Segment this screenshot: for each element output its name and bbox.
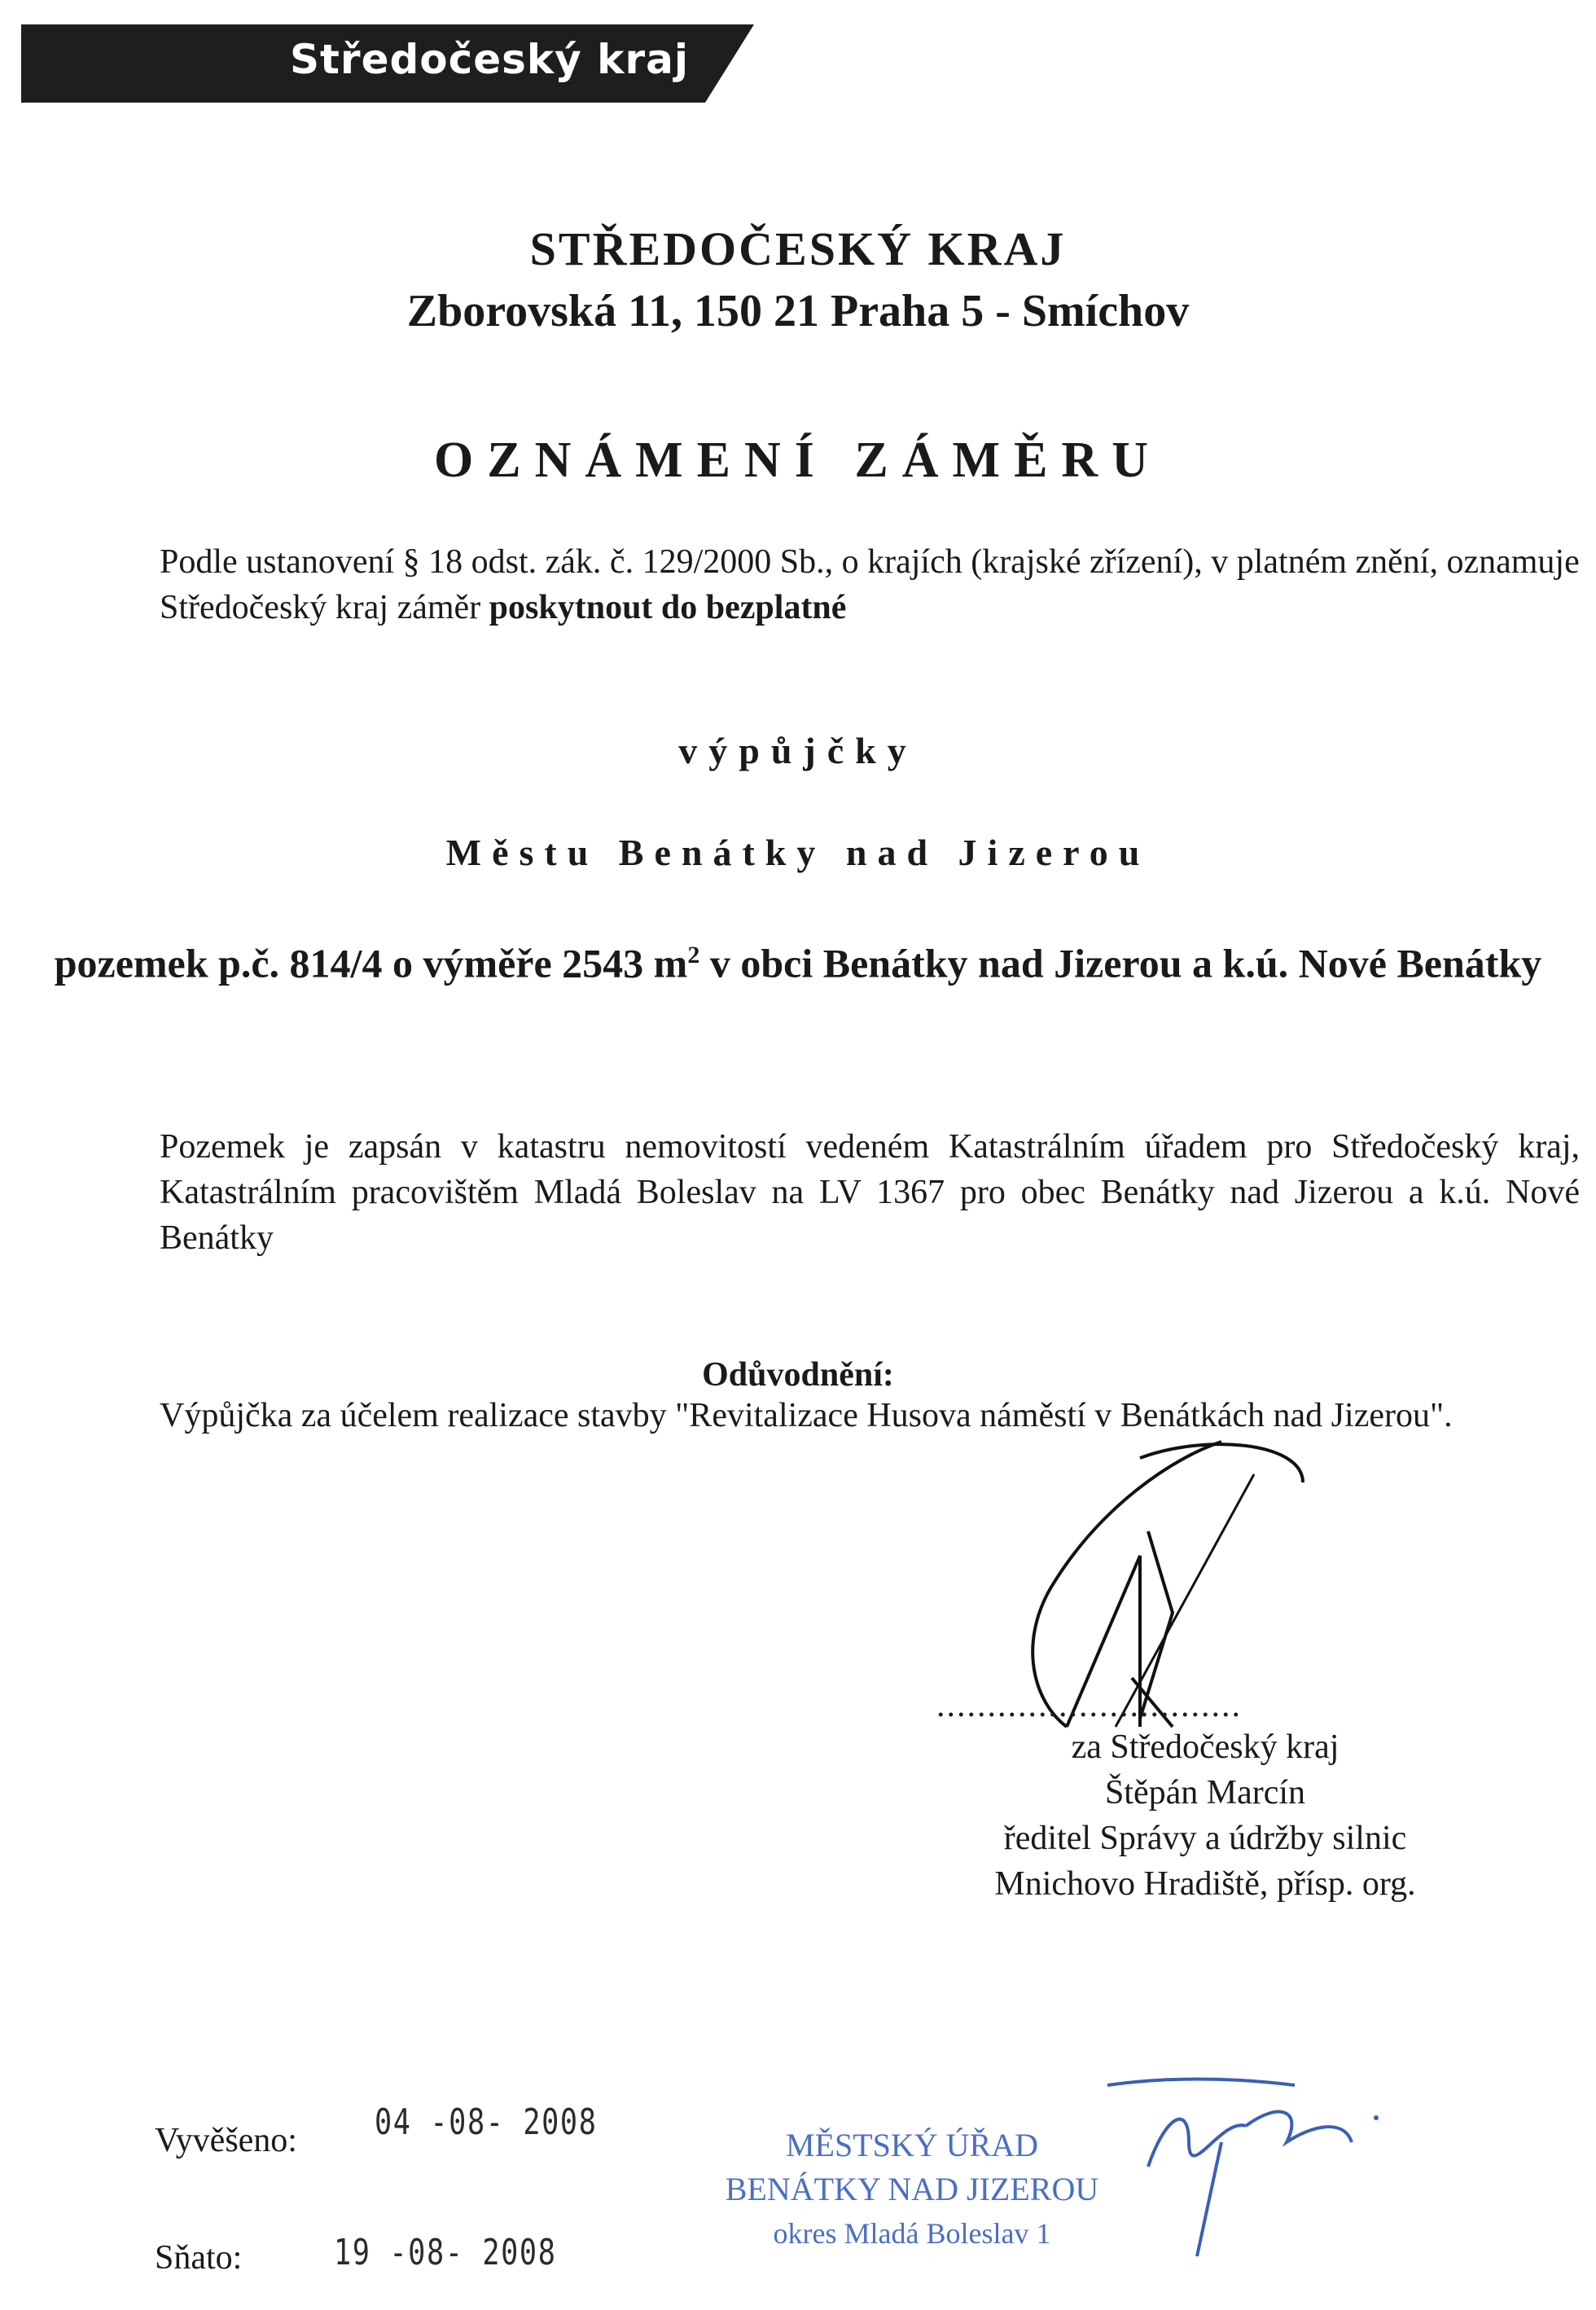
office-stamp-line2: BENÁTKY NAD JIZEROU [725,2171,1099,2207]
banner-title: Středočeský kraj [290,36,689,83]
intro-text: Podle ustanovení § 18 odst. zák. č. 129/2000 Sb., o krajích (krajské zřízení), v platném znění, oznamuje Středočeský kraj záměr [160,543,1580,626]
justification-heading: Odůvodnění: [702,1356,894,1394]
signature-line: .............................. [936,1687,1242,1724]
posted-label: Vyvěšeno: [155,2122,297,2159]
office-stamp-line1: MĚSTSKÝ ÚŘAD [785,2127,1039,2163]
justification-text: Výpůjčka za účelem realizace stavby "Revitalizace Husova náměstí v Benátkách nad Jizerou". [160,1397,1453,1434]
office-stamp-line3: okres Mladá Boleslav 1 [773,2217,1051,2250]
header-banner [21,24,754,103]
loan-word: výpůjčky [678,730,918,771]
removed-date: 19 -08- 2008 [334,2232,557,2273]
registry-paragraph: Pozemek je zapsán v katastru nemovitostí vedeném Katastrálním úřadem pro Středočeský kraj, Katastrálním pracovištěm Mladá Boleslav na LV 1367 pro obec Benátky nad Jizerou a k.ú. Nové Benátky [160,1128,1580,1257]
signatory-role: ředitel Správy a údržby silnic [1003,1820,1407,1857]
document-title: OZNÁMENÍ ZÁMĚRU [434,433,1162,488]
parcel-description [0,929,1596,990]
signatory-name: Štěpán Marcín [1104,1774,1306,1812]
signatory-organisation: Mnichovo Hradiště, přísp. org. [994,1865,1416,1903]
parcel-text-b: v obci Benátky nad Jizerou a k.ú. Nové Benátky [699,940,1542,986]
removed-label: Sňato: [155,2239,243,2277]
signature-on-behalf: za Středočeský kraj [1071,1728,1340,1766]
authority-address: Zborovská 11, 150 21 Praha 5 - Smíchov [406,286,1190,336]
intro-bold-text: poskytnout do bezplatné [489,589,847,626]
authority-name: STŘEDOČESKÝ KRAJ [529,222,1067,275]
recipient: Městu Benátky nad Jizerou [445,832,1151,873]
intro-paragraph [160,539,1580,630]
parcel-text-a: pozemek p.č. 814/4 o výměře 2543 m [54,940,688,986]
parcel-superscript: 2 [687,942,700,968]
blue-signature [1099,2069,1392,2264]
posted-date: 04 -08- 2008 [375,2101,598,2143]
